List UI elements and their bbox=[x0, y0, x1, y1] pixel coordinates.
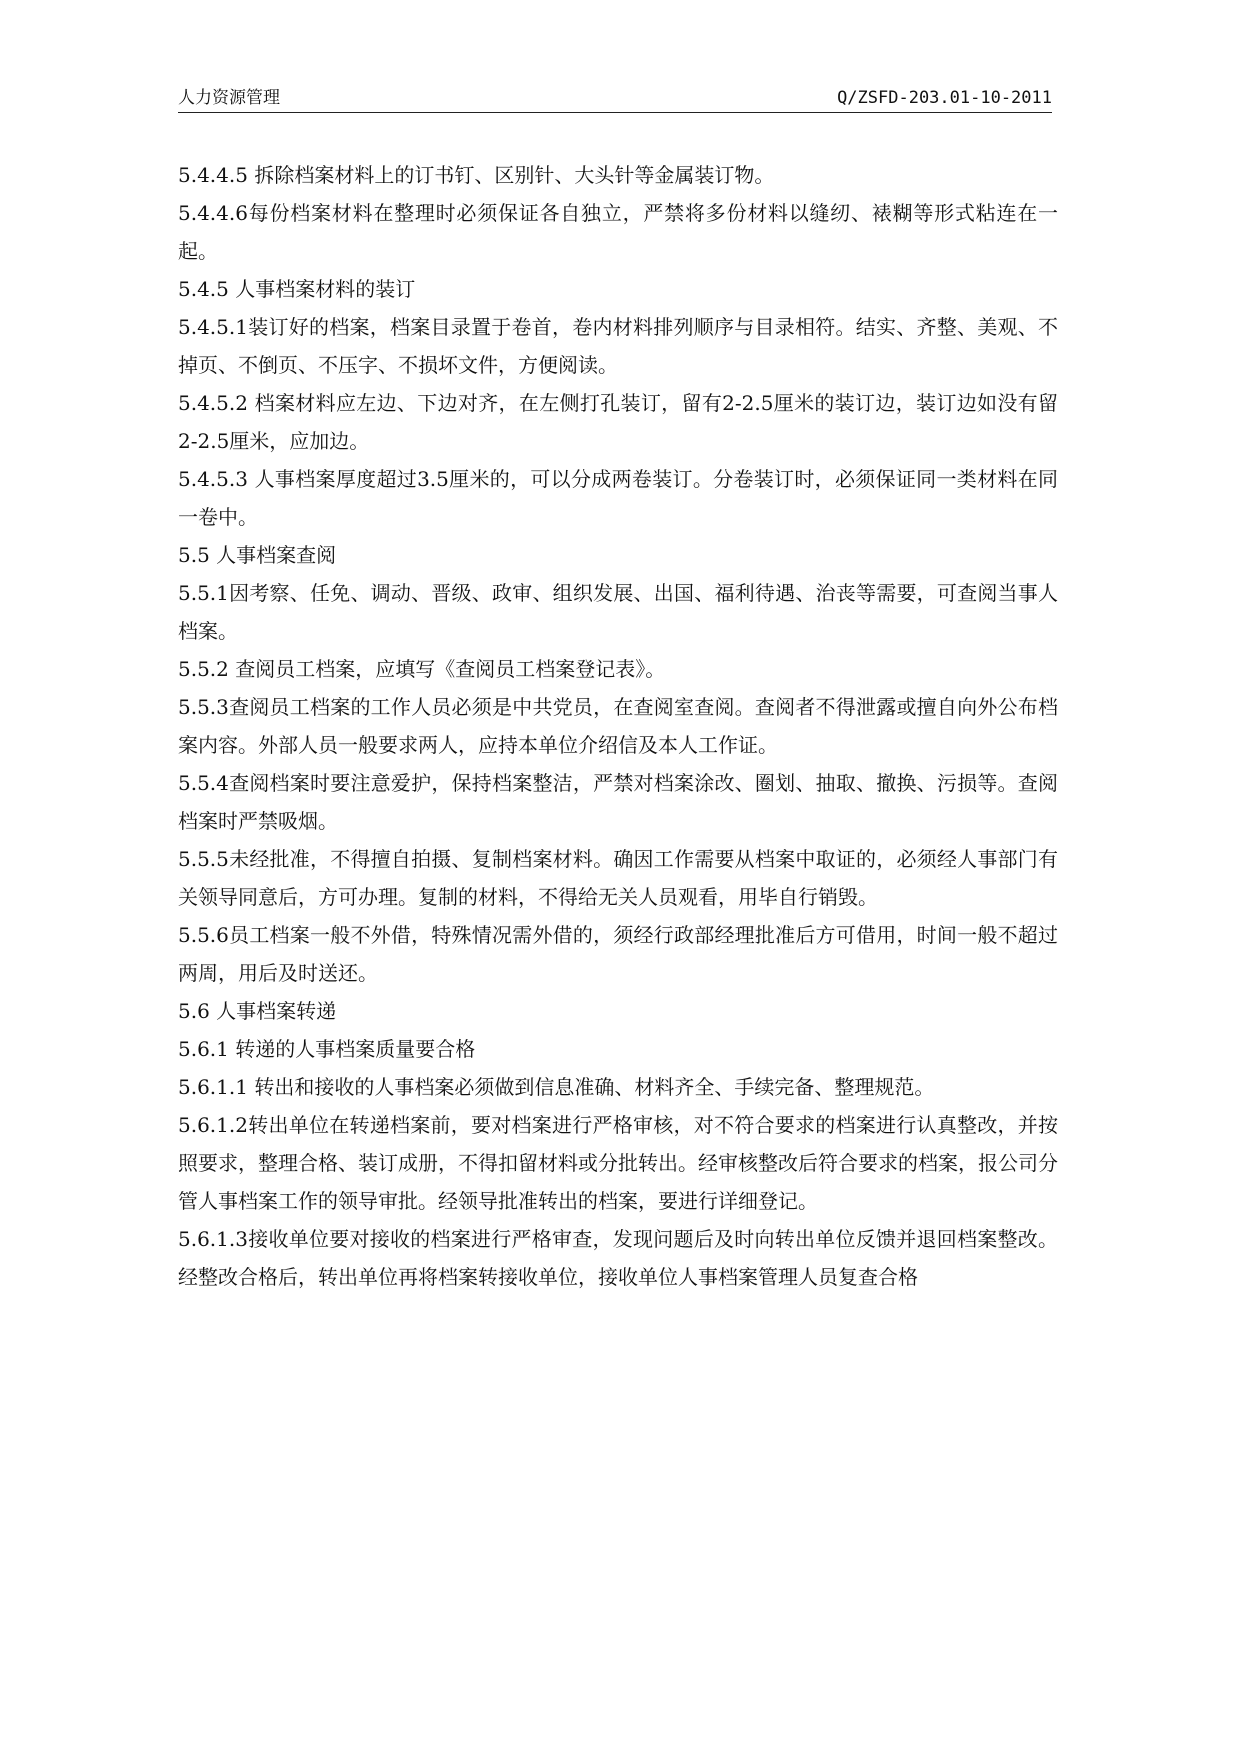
paragraph-5-4-5-1: 5.4.5.1装订好的档案，档案目录置于卷首，卷内材料排列顺序与目录相符。结实、齐整、美观、不掉页、不倒页、不压字、不损坏文件，方便阅读。 bbox=[178, 315, 1058, 377]
section-heading-5-6: 5.6 人事档案转递 bbox=[178, 999, 337, 1023]
paragraph-5-5-3: 5.5.3查阅员工档案的工作人员必须是中共党员，在查阅室查阅。查阅者不得泄露或擅自向外公布档案内容。外部人员一般要求两人，应持本单位介绍信及本人工作证。 bbox=[178, 695, 1058, 757]
paragraph-5-4-4-5: 5.4.4.5 拆除档案材料上的订书钉、区别针、大头针等金属装订物。 bbox=[178, 163, 775, 187]
paragraph-5-5-6: 5.5.6员工档案一般不外借，特殊情况需外借的，须经行政部经理批准后方可借用，时间一般不超过两周，用后及时送还。 bbox=[178, 923, 1058, 985]
paragraph-5-4-4-6: 5.4.4.6每份档案材料在整理时必须保证各自独立，严禁将多份材料以缝纫、裱糊等形式粘连在一起。 bbox=[178, 201, 1058, 263]
section-heading-5-5: 5.5 人事档案查阅 bbox=[178, 543, 337, 567]
page-header bbox=[178, 88, 1052, 113]
document-code: Q/ZSFD-203.01-10-2011 bbox=[837, 88, 1052, 108]
paragraph-5-4-5-2: 5.4.5.2 档案材料应左边、下边对齐，在左侧打孔装订，留有2-2.5厘米的装订边，装订边如没有留2-2.5厘米，应加边。 bbox=[178, 391, 1058, 453]
paragraph-5-5-5: 5.5.5未经批准，不得擅自拍摄、复制档案材料。确因工作需要从档案中取证的，必须经人事部门有关领导同意后，方可办理。复制的材料，不得给无关人员观看，用毕自行销毁。 bbox=[178, 847, 1058, 909]
paragraph-5-6-1-2: 5.6.1.2转出单位在转递档案前，要对档案进行严格审核，对不符合要求的档案进行认真整改，并按照要求，整理合格、装订成册，不得扣留材料或分批转出。经审核整改后符合要求的档案，报公司分管人事档案工作的领导审批。经领导批准转出的档案，要进行详细登记。 bbox=[178, 1113, 1058, 1213]
paragraph-5-6-1-3: 5.6.1.3接收单位要对接收的档案进行严格审查，发现问题后及时向转出单位反馈并退回档案整改。经整改合格后，转出单位再将档案转接收单位，接收单位人事档案管理人员复查合格 bbox=[178, 1227, 1058, 1289]
header-title: 人力资源管理 bbox=[178, 88, 280, 108]
paragraph-5-6-1-1: 5.6.1.1 转出和接收的人事档案必须做到信息准确、材料齐全、手续完备、整理规范。 bbox=[178, 1075, 935, 1099]
section-heading-5-4-5: 5.4.5 人事档案材料的装订 bbox=[178, 277, 416, 301]
paragraph-5-5-1: 5.5.1因考察、任免、调动、晋级、政审、组织发展、出国、福利待遇、治丧等需要，可查阅当事人档案。 bbox=[178, 581, 1058, 643]
document-body bbox=[178, 156, 1058, 1296]
paragraph-5-4-5-3: 5.4.5.3 人事档案厚度超过3.5厘米的，可以分成两卷装订。分卷装订时，必须保证同一类材料在同一卷中。 bbox=[178, 467, 1058, 529]
paragraph-5-5-4: 5.5.4查阅档案时要注意爱护，保持档案整洁，严禁对档案涂改、圈划、抽取、撤换、污损等。查阅档案时严禁吸烟。 bbox=[178, 771, 1058, 833]
section-heading-5-6-1: 5.6.1 转递的人事档案质量要合格 bbox=[178, 1037, 476, 1061]
paragraph-5-5-2: 5.5.2 查阅员工档案，应填写《查阅员工档案登记表》。 bbox=[178, 657, 666, 681]
